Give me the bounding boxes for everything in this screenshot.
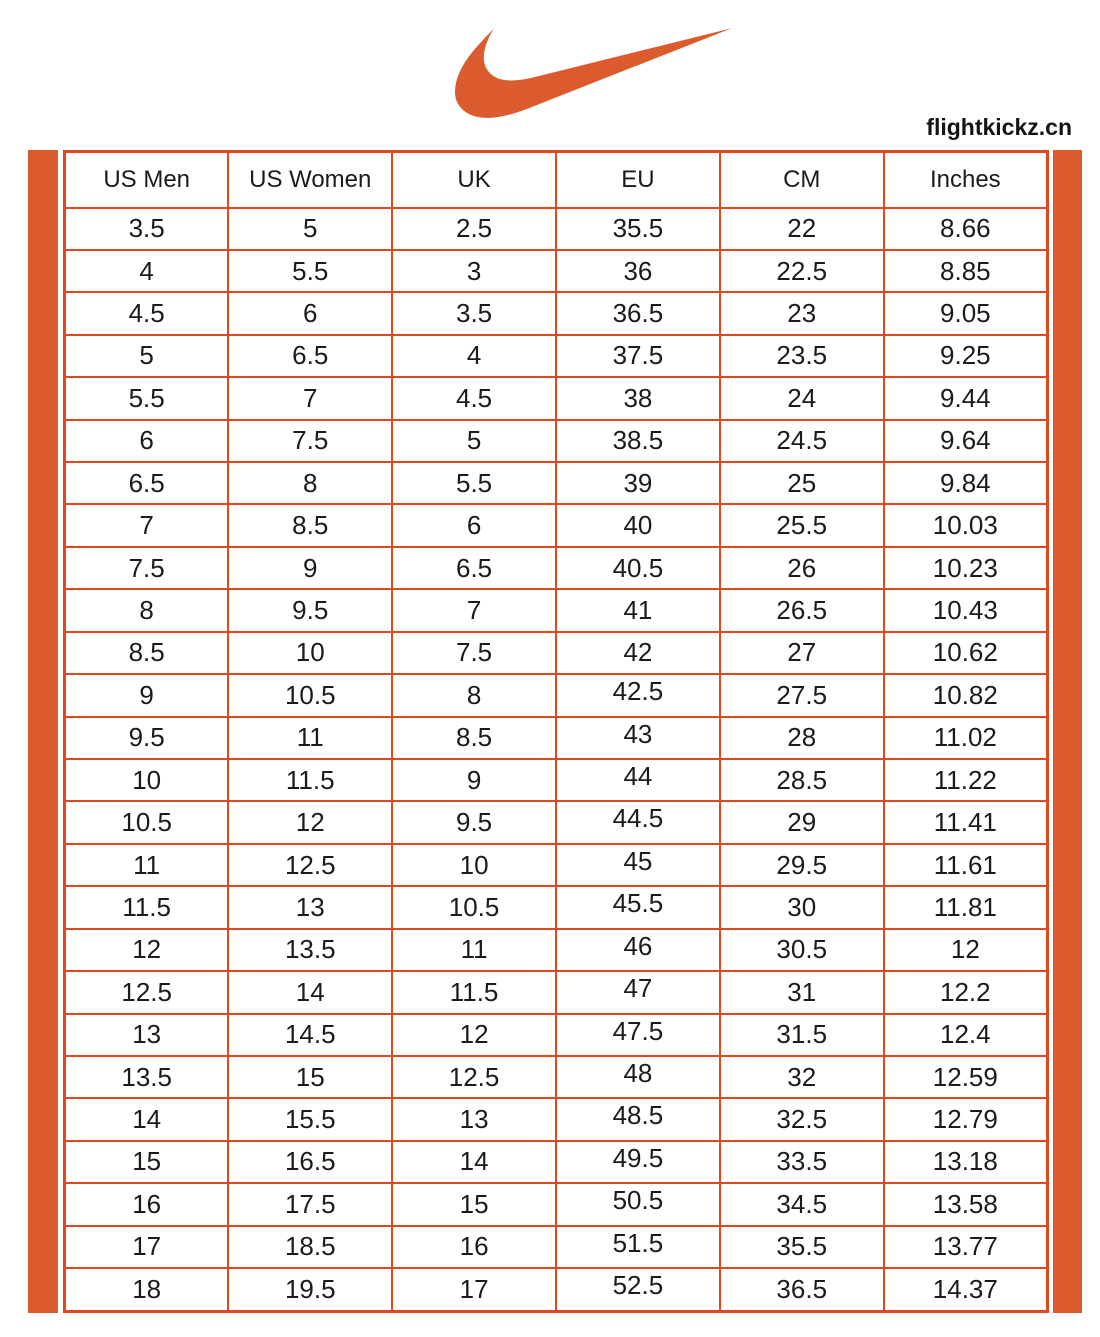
table-row — [65, 504, 1048, 546]
table-cell: 42.5 — [556, 674, 720, 716]
table-cell: 4.5 — [65, 292, 229, 334]
table-cell: 10.23 — [884, 547, 1048, 589]
table-cell: 25 — [720, 462, 884, 504]
table-cell: 13 — [65, 1014, 229, 1056]
header-row — [65, 152, 1048, 208]
table-cell: 11.61 — [884, 844, 1048, 886]
table-cell: 8 — [392, 674, 556, 716]
table-row — [65, 929, 1048, 971]
table-cell: 7.5 — [65, 547, 229, 589]
table-cell: 11.5 — [228, 759, 392, 801]
table-cell: 10 — [228, 632, 392, 674]
website-label: flightkickz.cn — [926, 114, 1072, 140]
table-cell: 43 — [556, 717, 720, 759]
table-cell: 5.5 — [228, 250, 392, 292]
table-cell: 9.5 — [228, 589, 392, 631]
size-conversion-table — [63, 150, 1049, 1313]
table-cell: 14 — [228, 971, 392, 1013]
table-cell: 14.37 — [884, 1268, 1048, 1311]
left-accent-bar — [28, 150, 58, 1313]
table-cell: 40.5 — [556, 547, 720, 589]
table-row — [65, 1268, 1048, 1311]
table-cell: 11.5 — [392, 971, 556, 1013]
table-cell: 16 — [65, 1183, 229, 1225]
table-cell: 15 — [228, 1056, 392, 1098]
table-cell: 4.5 — [392, 377, 556, 419]
table-cell: 6.5 — [392, 547, 556, 589]
table-cell: 24 — [720, 377, 884, 419]
table-cell: 7 — [392, 589, 556, 631]
table-cell: 11.22 — [884, 759, 1048, 801]
table-row — [65, 674, 1048, 716]
table-cell: 15 — [65, 1141, 229, 1183]
table-cell: 5 — [65, 335, 229, 377]
table-cell: 28.5 — [720, 759, 884, 801]
table-cell: 52.5 — [556, 1268, 720, 1311]
table-cell: 12.5 — [392, 1056, 556, 1098]
table-cell: 28 — [720, 717, 884, 759]
table-row — [65, 1056, 1048, 1098]
table-cell: 44 — [556, 759, 720, 801]
table-cell: 16 — [392, 1226, 556, 1268]
table-row — [65, 886, 1048, 928]
table-cell: 4 — [392, 335, 556, 377]
table-cell: 32 — [720, 1056, 884, 1098]
table-cell: 6.5 — [228, 335, 392, 377]
table-cell: 6 — [65, 420, 229, 462]
table-cell: 8.5 — [65, 632, 229, 674]
table-cell: 12 — [65, 929, 229, 971]
table-cell: 10 — [392, 844, 556, 886]
table-cell: 11 — [392, 929, 556, 971]
table-cell: 17.5 — [228, 1183, 392, 1225]
table-cell: 9.25 — [884, 335, 1048, 377]
table-cell: 23.5 — [720, 335, 884, 377]
table-cell: 34.5 — [720, 1183, 884, 1225]
table-cell: 8.5 — [228, 504, 392, 546]
table-cell: 11.5 — [65, 886, 229, 928]
table-cell: 48.5 — [556, 1098, 720, 1140]
table-cell: 51.5 — [556, 1226, 720, 1268]
table-row — [65, 1226, 1048, 1268]
table-row — [65, 844, 1048, 886]
table-cell: 9.05 — [884, 292, 1048, 334]
column-header-us-men: US Men — [65, 152, 229, 208]
table-row — [65, 462, 1048, 504]
table-cell: 22.5 — [720, 250, 884, 292]
table-row — [65, 547, 1048, 589]
right-accent-bar — [1053, 150, 1082, 1313]
table-cell: 44.5 — [556, 801, 720, 843]
table-cell: 23 — [720, 292, 884, 334]
table-cell: 12.4 — [884, 1014, 1048, 1056]
table-cell: 36.5 — [720, 1268, 884, 1311]
table-cell: 37.5 — [556, 335, 720, 377]
table-cell: 12.79 — [884, 1098, 1048, 1140]
table-cell: 9.44 — [884, 377, 1048, 419]
table-cell: 7 — [228, 377, 392, 419]
table-cell: 12.5 — [228, 844, 392, 886]
table-cell: 46 — [556, 929, 720, 971]
column-header-inches: Inches — [884, 152, 1048, 208]
table-row — [65, 377, 1048, 419]
table-cell: 10.03 — [884, 504, 1048, 546]
table-cell: 13 — [392, 1098, 556, 1140]
table-cell: 30 — [720, 886, 884, 928]
table-cell: 31 — [720, 971, 884, 1013]
table-row — [65, 801, 1048, 843]
table-row — [65, 717, 1048, 759]
table-cell: 3.5 — [392, 292, 556, 334]
table-cell: 10.43 — [884, 589, 1048, 631]
table-cell: 48 — [556, 1056, 720, 1098]
table-row — [65, 1014, 1048, 1056]
table-cell: 13 — [228, 886, 392, 928]
table-cell: 36.5 — [556, 292, 720, 334]
table-cell: 27.5 — [720, 674, 884, 716]
table-row — [65, 759, 1048, 801]
table-cell: 40 — [556, 504, 720, 546]
table-cell: 45 — [556, 844, 720, 886]
table-cell: 5 — [228, 208, 392, 250]
table-row — [65, 250, 1048, 292]
table-cell: 41 — [556, 589, 720, 631]
table-row — [65, 292, 1048, 334]
table-cell: 12.2 — [884, 971, 1048, 1013]
table-cell: 9 — [392, 759, 556, 801]
table-cell: 16.5 — [228, 1141, 392, 1183]
table-cell: 10.5 — [228, 674, 392, 716]
table-cell: 10.5 — [65, 801, 229, 843]
table-cell: 25.5 — [720, 504, 884, 546]
table-cell: 26 — [720, 547, 884, 589]
table-cell: 12 — [392, 1014, 556, 1056]
table-cell: 8.5 — [392, 717, 556, 759]
table-cell: 18.5 — [228, 1226, 392, 1268]
table-cell: 47 — [556, 971, 720, 1013]
table-cell: 45.5 — [556, 886, 720, 928]
nike-swoosh-icon — [455, 27, 732, 120]
table-cell: 14 — [65, 1098, 229, 1140]
table-cell: 2.5 — [392, 208, 556, 250]
table-cell: 18 — [65, 1268, 229, 1311]
table-row — [65, 1098, 1048, 1140]
table-cell: 11.02 — [884, 717, 1048, 759]
table-cell: 47.5 — [556, 1014, 720, 1056]
table-cell: 7.5 — [392, 632, 556, 674]
table-row — [65, 1141, 1048, 1183]
table-cell: 15 — [392, 1183, 556, 1225]
table-cell: 30.5 — [720, 929, 884, 971]
table-cell: 31.5 — [720, 1014, 884, 1056]
table-cell: 11 — [65, 844, 229, 886]
column-header-uk: UK — [392, 152, 556, 208]
table-cell: 12.5 — [65, 971, 229, 1013]
table-cell: 17 — [65, 1226, 229, 1268]
table-cell: 11 — [228, 717, 392, 759]
table-cell: 3.5 — [65, 208, 229, 250]
table-cell: 9 — [65, 674, 229, 716]
table-cell: 42 — [556, 632, 720, 674]
table-row — [65, 589, 1048, 631]
table-cell: 38.5 — [556, 420, 720, 462]
table-cell: 7.5 — [228, 420, 392, 462]
table-cell: 10.82 — [884, 674, 1048, 716]
table-cell: 38 — [556, 377, 720, 419]
table-cell: 9 — [228, 547, 392, 589]
table-cell: 17 — [392, 1268, 556, 1311]
table-cell: 49.5 — [556, 1141, 720, 1183]
table-cell: 6.5 — [65, 462, 229, 504]
table-cell: 39 — [556, 462, 720, 504]
size-chart — [28, 150, 1082, 1313]
table-body — [65, 208, 1048, 1312]
table-cell: 36 — [556, 250, 720, 292]
table-row — [65, 335, 1048, 377]
table-row — [65, 632, 1048, 674]
table-cell: 8 — [228, 462, 392, 504]
table-cell: 5.5 — [65, 377, 229, 419]
table-cell: 19.5 — [228, 1268, 392, 1311]
table-cell: 11.81 — [884, 886, 1048, 928]
table-row — [65, 420, 1048, 462]
table-cell: 8.85 — [884, 250, 1048, 292]
table-cell: 35.5 — [556, 208, 720, 250]
table-cell: 15.5 — [228, 1098, 392, 1140]
table-cell: 33.5 — [720, 1141, 884, 1183]
table-cell: 27 — [720, 632, 884, 674]
table-cell: 9.5 — [392, 801, 556, 843]
table-cell: 13.5 — [65, 1056, 229, 1098]
table-cell: 8.66 — [884, 208, 1048, 250]
table-cell: 13.77 — [884, 1226, 1048, 1268]
table-cell: 10 — [65, 759, 229, 801]
table-cell: 8 — [65, 589, 229, 631]
table-cell: 9.84 — [884, 462, 1048, 504]
table-cell: 10.5 — [392, 886, 556, 928]
table-cell: 26.5 — [720, 589, 884, 631]
table-cell: 29.5 — [720, 844, 884, 886]
table-row — [65, 1183, 1048, 1225]
table-cell: 50.5 — [556, 1183, 720, 1225]
table-cell: 12 — [228, 801, 392, 843]
table-cell: 13.18 — [884, 1141, 1048, 1183]
table-cell: 22 — [720, 208, 884, 250]
table-cell: 10.62 — [884, 632, 1048, 674]
table-cell: 9.5 — [65, 717, 229, 759]
table-cell: 4 — [65, 250, 229, 292]
column-header-us-women: US Women — [228, 152, 392, 208]
table-cell: 32.5 — [720, 1098, 884, 1140]
table-cell: 11.41 — [884, 801, 1048, 843]
table-cell: 29 — [720, 801, 884, 843]
column-header-cm: CM — [720, 152, 884, 208]
table-cell: 3 — [392, 250, 556, 292]
table-cell: 6 — [392, 504, 556, 546]
table-cell: 14.5 — [228, 1014, 392, 1056]
table-cell: 12.59 — [884, 1056, 1048, 1098]
table-cell: 14 — [392, 1141, 556, 1183]
table-row — [65, 971, 1048, 1013]
table-cell: 5.5 — [392, 462, 556, 504]
table-cell: 6 — [228, 292, 392, 334]
table-cell: 12 — [884, 929, 1048, 971]
column-header-eu: EU — [556, 152, 720, 208]
table-cell: 9.64 — [884, 420, 1048, 462]
table-row — [65, 208, 1048, 250]
table-cell: 24.5 — [720, 420, 884, 462]
table-cell: 35.5 — [720, 1226, 884, 1268]
table-cell: 5 — [392, 420, 556, 462]
table-cell: 13.5 — [228, 929, 392, 971]
table-cell: 13.58 — [884, 1183, 1048, 1225]
table-cell: 7 — [65, 504, 229, 546]
